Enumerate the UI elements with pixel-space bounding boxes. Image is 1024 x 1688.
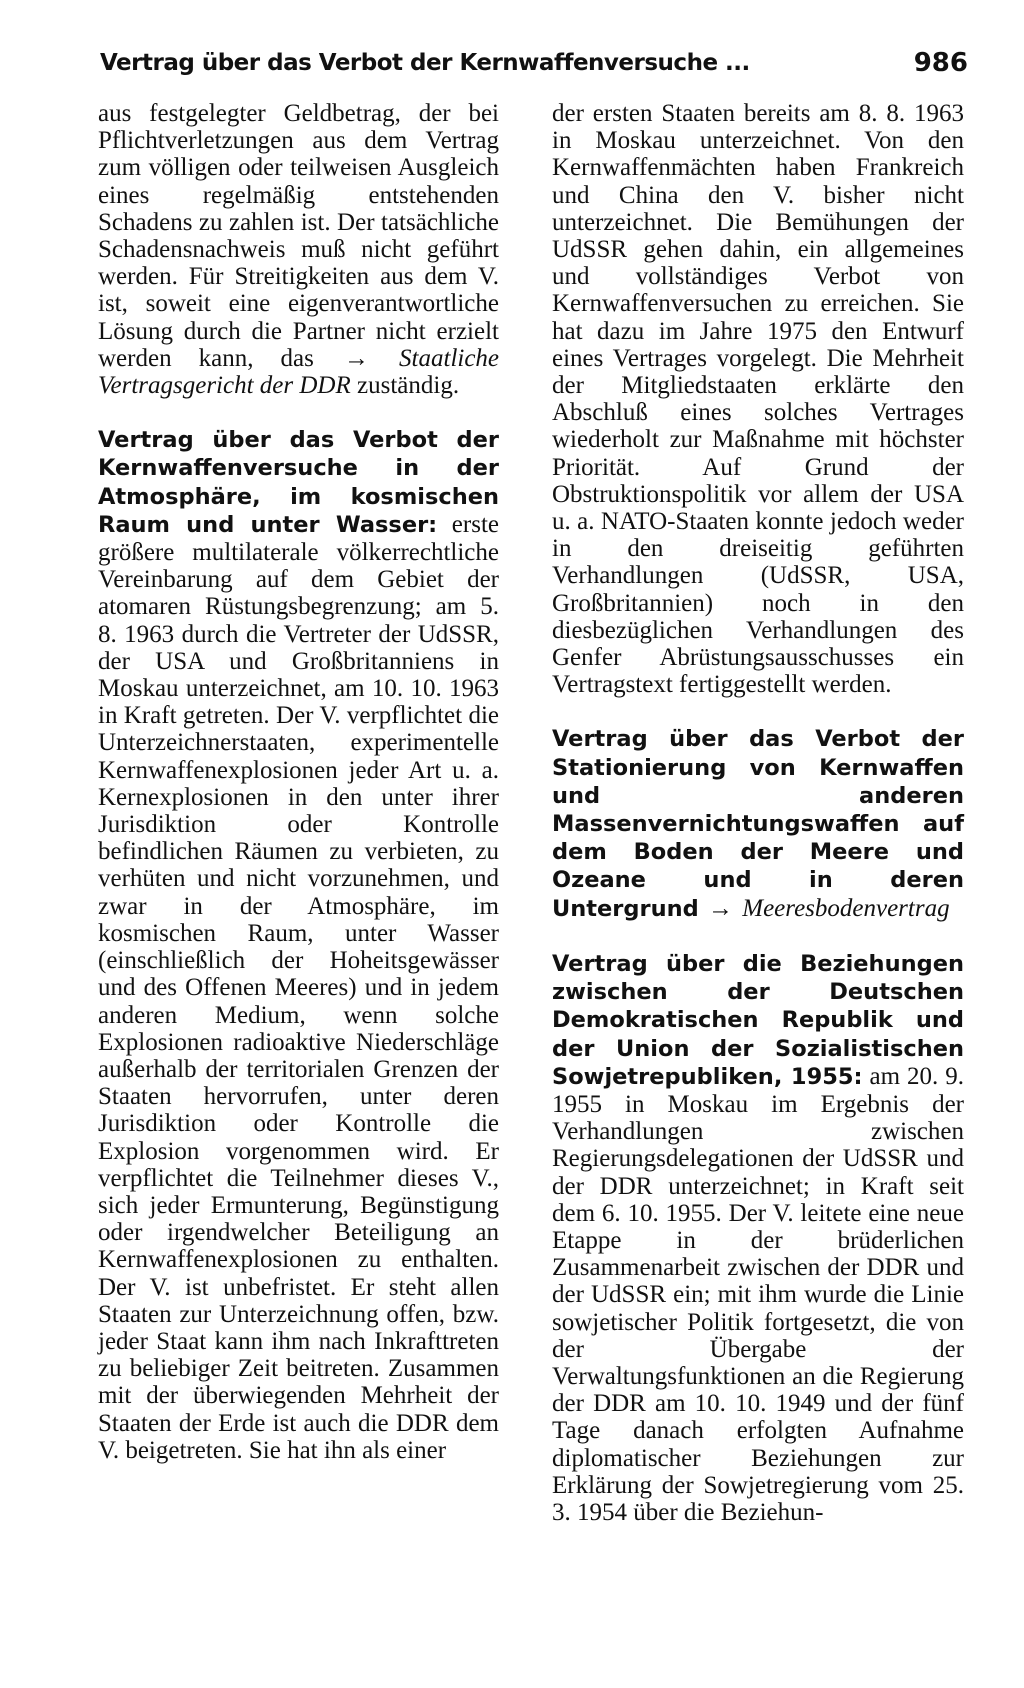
arrow-icon: →	[343, 344, 369, 372]
paragraph-text: der ersten Staaten bereits am 8. 8. 1963 in Moskau unterzeichnet. Von den Kernwaffenmächten haben Frankreich und China den V. bisher nicht unterzeichnet. Die Bemühungen der UdSSR gehen dahin, ein allgemeines und vollständiges Verbot von Kernwaffenversuchen zu erreichen. Sie hat dazu im Jahre 1975 den Entwurf eines Vertrages vorgelegt. Die Mehrheit der Mitgliedstaaten erklärte den Abschluß eines solches Vertrages wiederholt zur Maßnahme mit höchster Priorität. Auf Grund der Obstruktionspolitik vor allem der USA u. a. NATO-Staaten konnte jedoch weder in den dreiseitig geführten Verhandlungen (UdSSR, USA, Großbritannien) noch in den diesbezüglichen Verhandlungen des Genfer Abrüstungsausschusses ein Vertragstext fertiggestellt werden.	[552, 100, 964, 699]
left-column	[98, 100, 499, 1464]
right-column	[552, 100, 964, 1526]
cross-reference: Meeresbodenvertrag	[742, 894, 950, 922]
page-number: 986	[913, 48, 968, 78]
running-title: Vertrag über das Verbot der Kernwaffenversuche ...	[100, 50, 750, 76]
entry-kernwaffenversuche	[98, 426, 499, 1464]
paragraph-continuation	[98, 100, 499, 399]
paragraph-continuation	[552, 100, 964, 698]
paragraph-text: zuständig.	[357, 372, 460, 400]
entry-stationierung	[552, 725, 964, 922]
entry-keyword: Vertrag über das Verbot der Kernwaffenversuche in der Atmosphäre, im kosmischen Raum und unter Wasser:	[98, 427, 499, 538]
page-header	[100, 44, 968, 84]
entry-keyword: Vertrag über die Beziehungen zwischen der Deutschen Demokratischen Republik und der Union der Sozialistischen Sowjetrepubliken, 1955:	[552, 950, 964, 1090]
entry-keyword: Vertrag über das Verbot der Stationierung von Kernwaffen und anderen Massenvernichtungswaffen auf dem Boden der Meere und Ozeane und in deren Untergrund	[552, 726, 964, 922]
entry-beziehungen	[552, 950, 964, 1526]
cross-reference: Staatliche Vertragsgericht der DDR	[98, 344, 500, 400]
entry-text: am 20. 9. 1955 in Moskau im Ergebnis der Verhandlungen zwischen Regierungsdelegationen der UdSSR und der DDR unterzeichnet; in Kraft seit dem 6. 10. 1955. Der V. leitete eine neue Etappe in der brüderlichen Zusammenarbeit zwischen der DDR und der UdSSR ein; mit ihm wurde die Linie sowjetischer Politik fortgesetzt, die von der Übergabe der Verwaltungsfunktionen an die Regierung der DDR am 10. 10. 1949 und der fünf Tage danach erfolgten Aufnahme diplomatischer Beziehungen zur Erklärung der Sowjetregierung vom 25. 3. 1954 über die Beziehun-	[552, 1062, 964, 1526]
paragraph-text: aus festgelegter Geldbetrag, der bei Pflichtverletzungen aus dem Vertrag zum völligen oder teilweisen Ausgleich eines regelmäßig entstehenden Schadens zu zahlen ist. Der tatsächliche Schadensnachweis muß nicht geführt werden. Für Streitigkeiten aus dem V. ist, soweit eine eigenverantwortliche Lösung durch die Partner nicht erzielt werden kann, das	[98, 100, 499, 372]
arrow-icon: →	[708, 894, 733, 922]
entry-text: erste größere multilaterale völkerrechtliche Vereinbarung auf dem Gebiet der atomaren Rüstungsbegrenzung; am 5. 8. 1963 durch die Vertreter der UdSSR, der USA und Großbritanniens in Moskau unterzeichnet, am 10. 10. 1963 in Kraft getreten. Der V. verpflichtet die Unterzeichnerstaaten, experimentelle Kernwaffenexplosionen jeder Art u. a. Kernexplosionen in den unter ihrer Jurisdiktion oder Kontrolle befindlichen Räumen zu verbieten, zu verhüten und nicht vorzunehmen, und zwar in der Atmosphäre, im kosmischen Raum, unter Wasser (einschließlich der Hoheitsgewässer und des Offenen Meeres) und in jedem anderen Medium, wenn solche Explosionen radioaktive Niederschläge außerhalb der territorialen Grenzen der Staaten hervorrufen, unter deren Jurisdiktion oder Kontrolle die Explosion vorgenommen wird. Er verpflichtet die Teilnehmer dieses V., sich jeder Ermunterung, Begünstigung oder irgendwelcher Beteiligung an Kernwaffenexplosionen zu enthalten. Der V. ist unbefristet. Er steht allen Staaten zur Unterzeichnung offen, bzw. jeder Staat kann ihm nach Inkrafttreten zu beliebiger Zeit beitreten. Zusammen mit der überwiegenden Mehrheit der Staaten der Erde ist auch die DDR dem V. beigetreten. Sie hat ihn als einer	[98, 510, 499, 1464]
